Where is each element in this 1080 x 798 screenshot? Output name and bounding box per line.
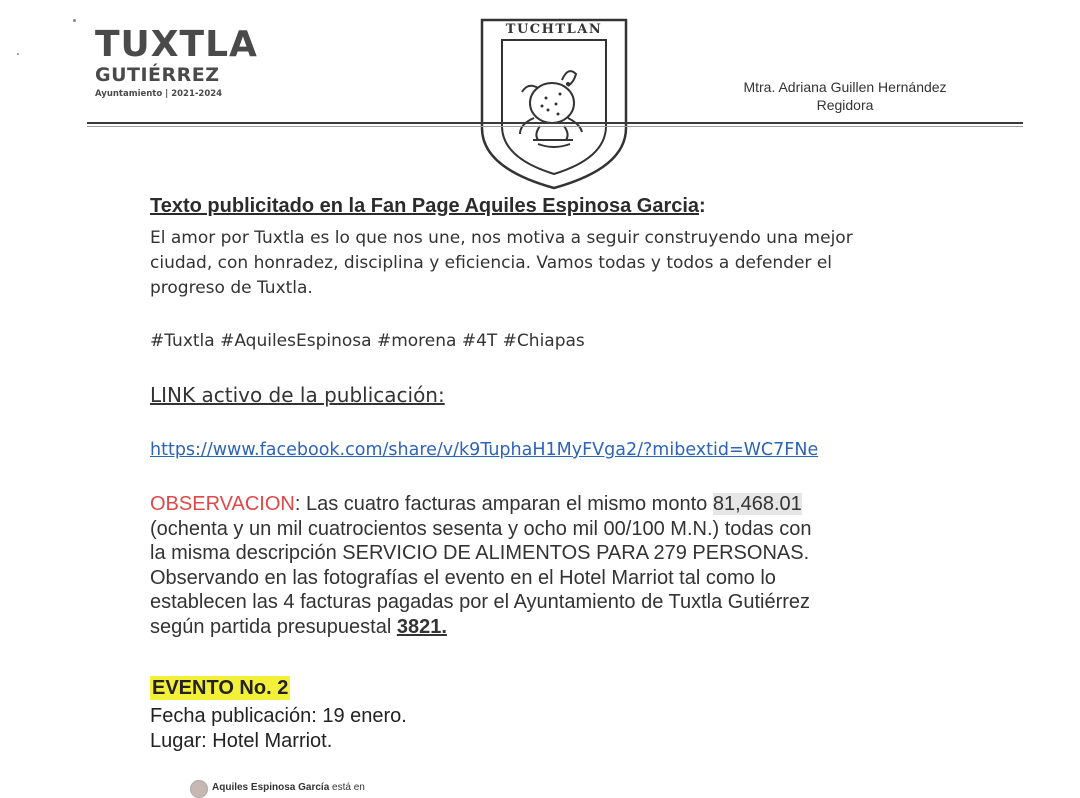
observacion-line-6: según partida presupuestal 3821. — [150, 615, 447, 638]
fb-post-author: Aquiles Espinosa García está en — [212, 782, 365, 793]
regidora-block — [720, 78, 970, 114]
municipality-logo-subtitle: GUTIÉRREZ — [95, 64, 220, 86]
header-divider — [87, 122, 1023, 124]
section-heading: Texto publicitado en la Fan Page Aquiles Espinosa Garcia: — [150, 195, 706, 217]
observacion-line-4: Observando en las fotografías el evento en el Hotel Marriot tal como lo — [150, 566, 776, 589]
amount-highlight: 81,468.01 — [712, 493, 802, 515]
lugar: Lugar: Hotel Marriot. — [150, 730, 333, 752]
municipality-logo-tagline: Ayuntamiento | 2021-2024 — [95, 89, 223, 99]
post-text-line-3: progreso de Tuxtla. — [150, 278, 313, 298]
scan-speck — [17, 53, 19, 55]
regidora-role: Regidora — [816, 97, 874, 113]
avatar — [190, 780, 208, 798]
observacion-line-2: (ochenta y un mil cuatrocientos sesenta y ocho mil 00/100 M.N.) todas con — [150, 517, 812, 540]
header-divider-thin — [87, 126, 1023, 127]
publication-link[interactable]: https://www.facebook.com/share/v/k9TuphaH1MyFVga2/?mibextid=WC7FNe — [150, 440, 819, 460]
municipality-logo-title: TUXTLA — [95, 24, 258, 65]
crest-title: TUCHTLAN — [505, 22, 603, 37]
link-label: LINK activo de la publicación: — [150, 383, 445, 407]
hashtags: #Tuxtla #AquilesEspinosa #morena #4T #Chiapas — [150, 331, 585, 351]
fecha-publicacion: Fecha publicación: 19 enero. — [150, 705, 407, 727]
post-text-line-1: El amor por Tuxtla es lo que nos une, nos motiva a seguir construyendo una mejor — [150, 228, 853, 248]
observacion-block — [150, 492, 950, 639]
budget-code: 3821. — [396, 615, 447, 638]
post-text-line-2: ciudad, con honradez, disciplina y eficiencia. Vamos todas y todos a defender el — [150, 253, 833, 273]
regidora-name: Mtra. Adriana Guillen Hernández — [743, 79, 947, 95]
evento-title: EVENTO No. 2 — [152, 677, 289, 699]
observacion-line-1: OBSERVACION: Las cuatro facturas amparan el mismo monto 81,468.01 — [150, 493, 802, 515]
scan-speck — [73, 19, 76, 22]
observacion-line-5: establecen las 4 facturas pagadas por el Ayuntamiento de Tuxtla Gutiérrez — [150, 591, 811, 613]
tuchtlan-crest-icon — [478, 18, 630, 190]
observacion-label: OBSERVACION — [150, 493, 295, 515]
observacion-line-3: la misma descripción SERVICIO DE ALIMENTOS PARA 279 PERSONAS. — [150, 542, 810, 564]
